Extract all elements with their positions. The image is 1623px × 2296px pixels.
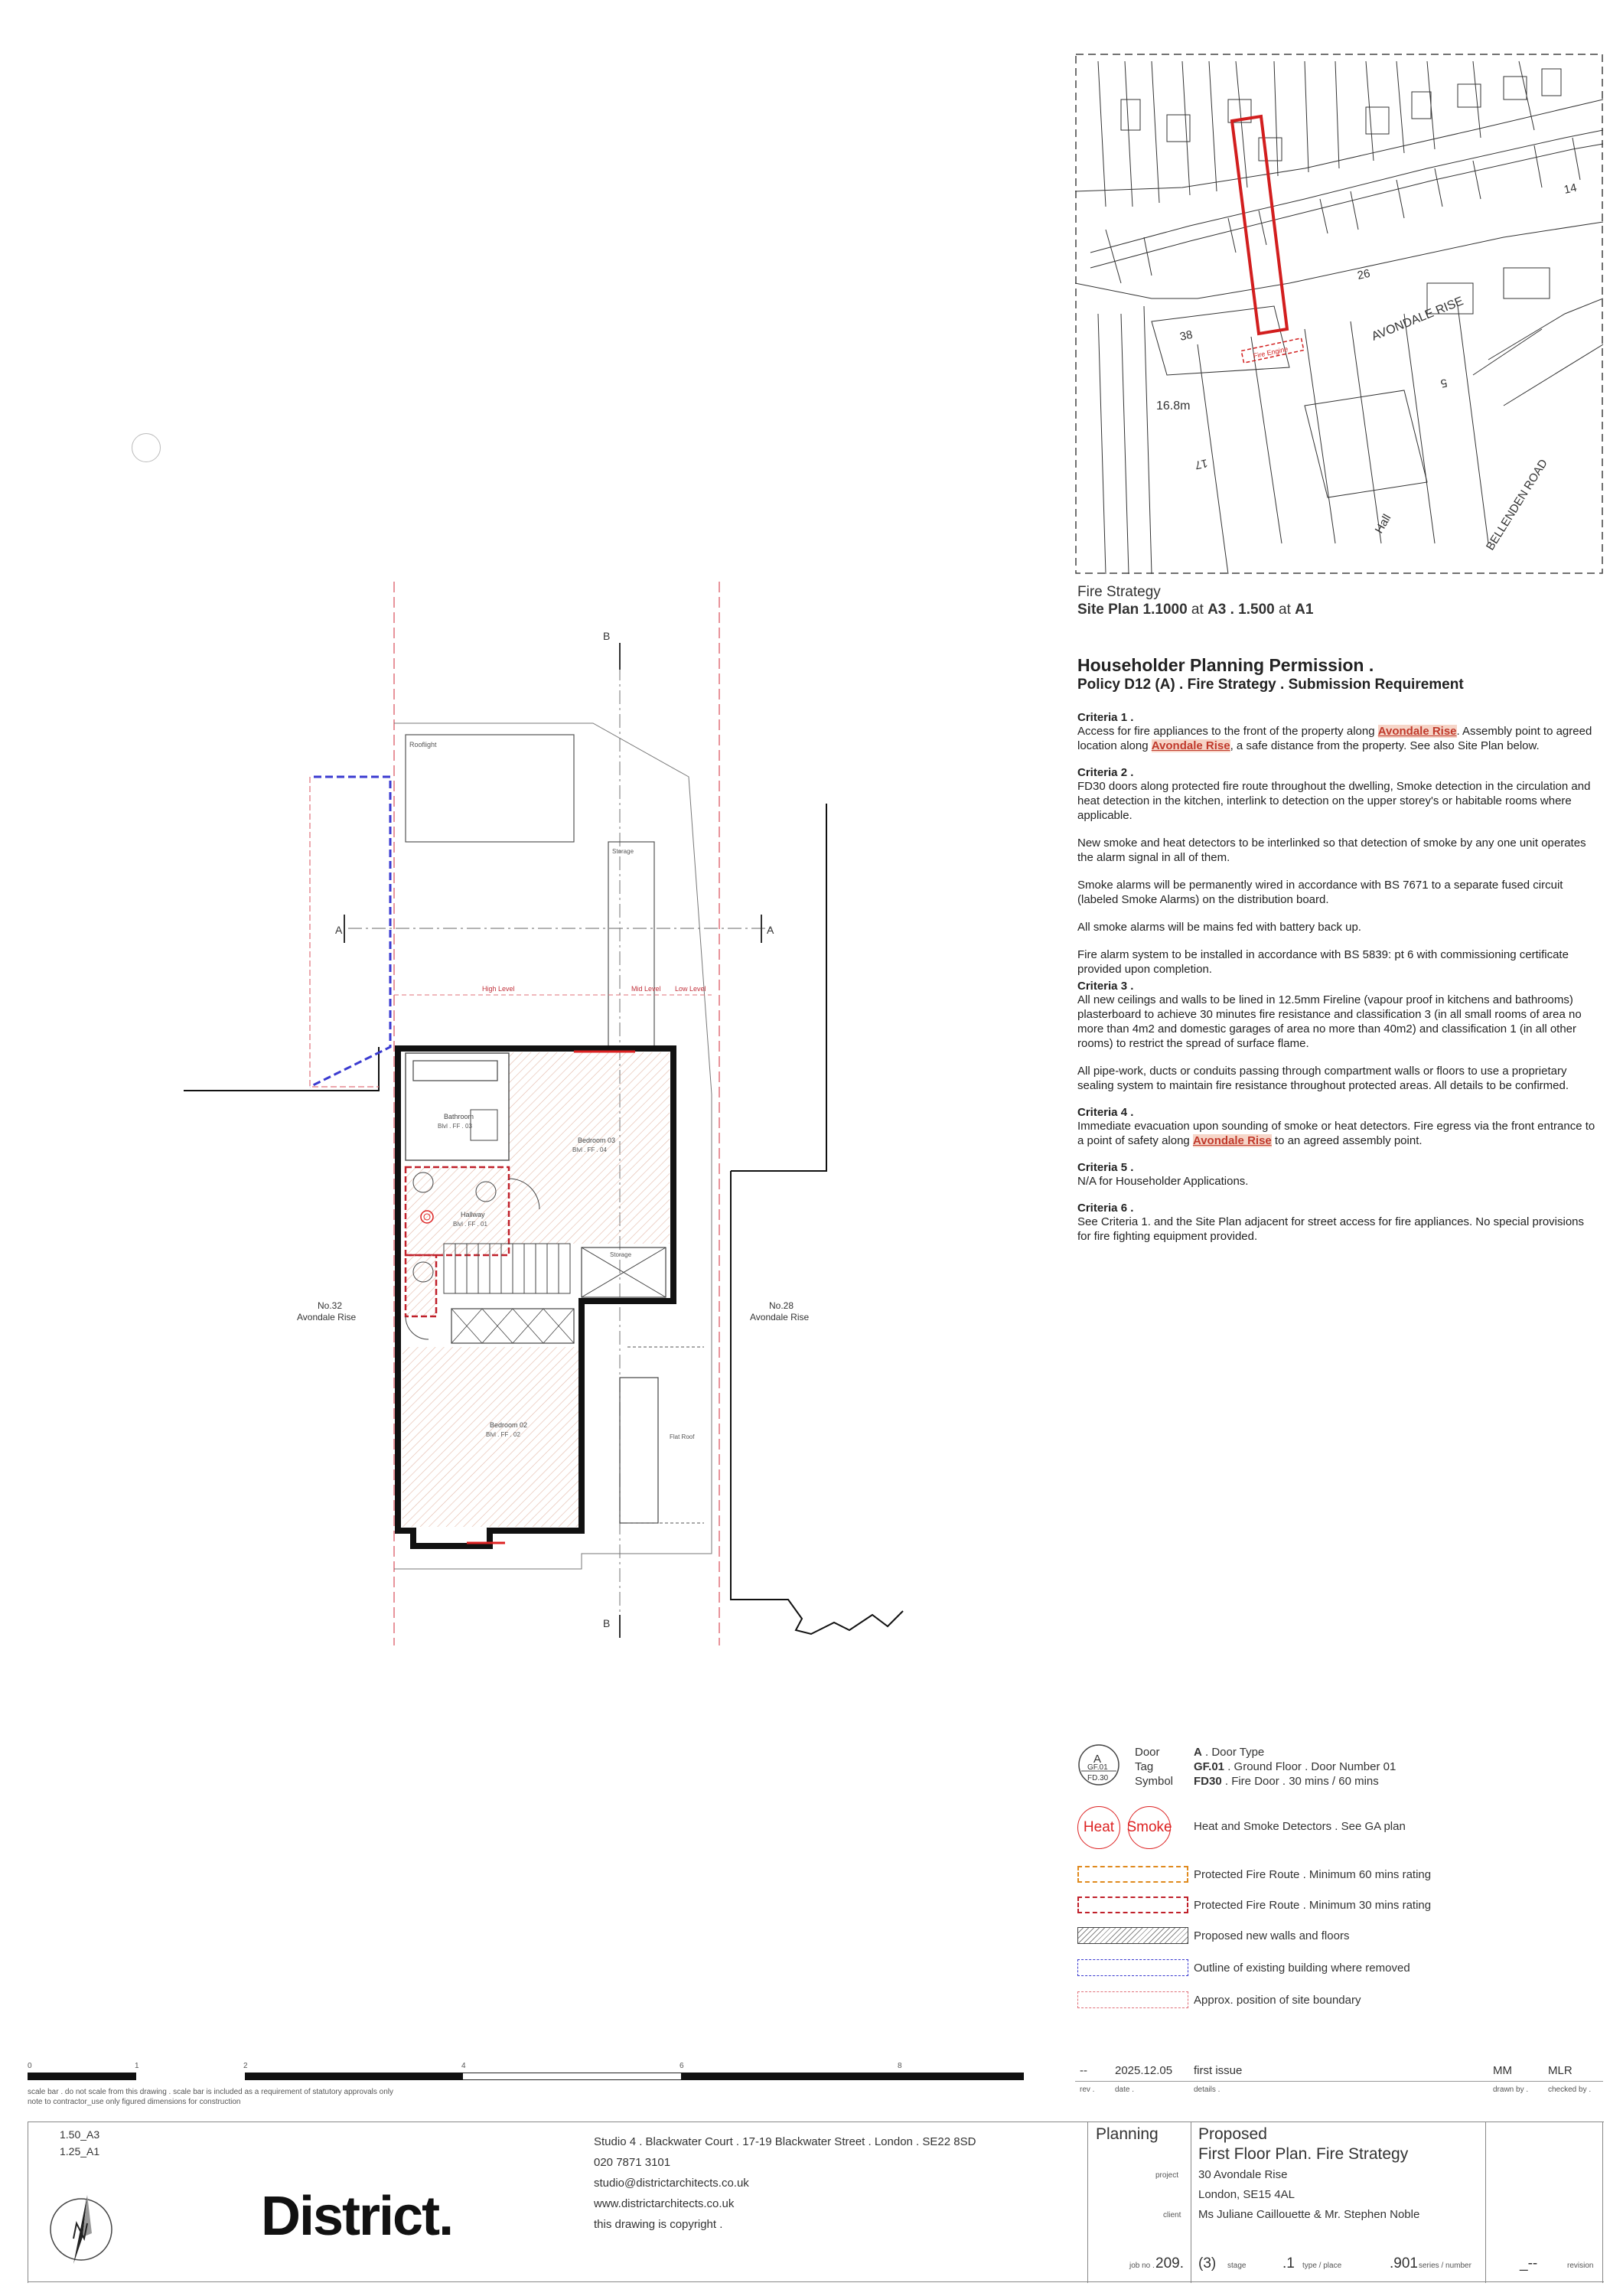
title-block <box>28 2122 1604 2282</box>
legend-text-boundary: Approx. position of site boundary <box>1194 1994 1361 2007</box>
page-subtitle: Policy D12 (A) . Fire Strategy . Submission Requirement <box>1077 677 1464 693</box>
legend-swatch-30min <box>1077 1896 1188 1913</box>
scale-note-2: note to contractor_use only figured dimensions for construction <box>28 2098 241 2106</box>
site-no17: 17 <box>1193 456 1209 472</box>
site-plan-map <box>1075 54 1603 574</box>
criteria-6-text: See Criteria 1. and the Site Plan adjacent for street access for fire appliances. No special provisions for fire fighting equipment provided. <box>1077 1215 1585 1243</box>
legend-text-removed: Outline of existing building where removed <box>1194 1962 1410 1975</box>
rev-drawn-by: MM <box>1493 2064 1512 2077</box>
criteria-2-title: Criteria 2 . <box>1077 766 1134 779</box>
job-label: job no . <box>1129 2262 1155 2270</box>
details-header: details . <box>1194 2086 1221 2094</box>
site-plan-caption-scale: Site Plan 1.1000 at A3 . 1.500 at A1 <box>1077 602 1314 618</box>
origin-marker <box>132 433 161 462</box>
legend-swatch-60min <box>1077 1866 1188 1883</box>
rooflight-label: Rooflight <box>409 741 437 748</box>
site-plan <box>1075 54 1603 574</box>
mid-level-label: Mid Level <box>631 985 661 993</box>
section-a-left: A <box>335 924 343 936</box>
criteria-4-text: Immediate evacuation upon sounding of smoke or heat detectors. Fire egress via the front entrance to a point of safety along Avondale Rise to an agreed assembly point. <box>1077 1120 1595 1147</box>
bathroom-label: Bathroom <box>444 1113 474 1120</box>
revision-label: revision <box>1567 2262 1594 2270</box>
criteria-3-p1: All new ceilings and walls to be lined in 12.5mm Fireline (vapour proof in kitchens and bathrooms) plasterboard to achieve 30 minutes fire resistance and classification 3 (in all small rooms of area no more than 4m2 and domestic garages of area no more than 40m2) and classification 1 (in all other rooms) to restrict the spread of surface flame. <box>1077 993 1582 1050</box>
rev-checked-by: MLR <box>1548 2064 1572 2077</box>
type-label: type / place <box>1302 2262 1342 2270</box>
firm-email[interactable]: studio@districtarchitects.co.uk <box>594 2177 749 2190</box>
legend-swatch-boundary <box>1077 1991 1188 2008</box>
storage-label: Storage <box>610 1251 632 1258</box>
legend-swatch-new-walls <box>1077 1927 1188 1944</box>
job-number: 209. <box>1155 2255 1184 2272</box>
detectors-text: Heat and Smoke Detectors . See GA plan <box>1194 1820 1406 1833</box>
firm-logo: District. <box>261 2186 453 2247</box>
low-level-label: Low Level <box>675 985 706 993</box>
criteria-3-title: Criteria 3 . <box>1077 980 1134 993</box>
legend-text-60min: Protected Fire Route . Minimum 60 mins rating <box>1194 1868 1432 1881</box>
project-line-2: London, SE15 4AL <box>1198 2188 1295 2201</box>
site-plan-caption <box>1077 583 1313 618</box>
high-level-label: High Level <box>482 985 515 993</box>
hallway-label: Hallway <box>461 1211 485 1218</box>
date-header: date . <box>1115 2086 1135 2094</box>
door-tag-symbol <box>1077 1743 1123 1789</box>
site-no14: 14 <box>1563 181 1579 197</box>
criteria-2-p1: FD30 doors along protected fire route throughout the dwelling, Smoke detection in the circulation and heat detection in the kitchen, interlink to detection on the upper storey's or habitable rooms where applicable. <box>1077 780 1591 822</box>
scale-tick-6: 6 <box>680 2062 684 2070</box>
checked-header: checked by . <box>1548 2086 1592 2094</box>
bedroom03-label: Bedroom 03 <box>578 1137 616 1144</box>
series-value: .901 <box>1390 2255 1418 2272</box>
site-no26: 26 <box>1356 266 1372 282</box>
site-no38: 38 <box>1178 328 1194 344</box>
door-tag-keys: Door Tag Symbol <box>1135 1746 1174 1788</box>
flat-roof-label: Flat Roof <box>670 1433 695 1440</box>
client-name: Ms Juliane Caillouette & Mr. Stephen Noble <box>1198 2208 1420 2221</box>
rev-header: rev . <box>1080 2086 1095 2094</box>
rev-value: -- <box>1080 2064 1087 2077</box>
hallway-code: Blvl . FF . 01 <box>453 1221 487 1228</box>
north-arrow-icon <box>43 2191 119 2268</box>
site-engine-label: Fire Engine <box>1252 344 1289 360</box>
scale-tick-4: 4 <box>461 2062 466 2070</box>
scale-tick-8: 8 <box>898 2062 902 2070</box>
firm-website[interactable]: www.districtarchitects.co.uk <box>594 2197 735 2210</box>
criteria-1-text: Access for fire appliances to the front of the property along Avondale Rise. Assembly point to agreed location along Avondale Rise, a safe distance from the property. See also Site Plan below. <box>1077 725 1592 752</box>
section-b-bottom: B <box>603 1617 611 1629</box>
criteria-2-p3: Smoke alarms will be permanently wired in accordance with BS 7671 to a separate fused circuit (labeled Smoke Alarms) on the distribution board. <box>1077 879 1563 906</box>
criteria-2-p2: New smoke and heat detectors to be interlinked so that detection of smoke by any one unit operates the alarm signal in all of them. <box>1077 837 1586 864</box>
floor-plan <box>184 421 949 1661</box>
smoke-detector-icon: Smoke <box>1128 1806 1171 1849</box>
scale-tick-1: 1 <box>135 2062 139 2070</box>
section-b-top: B <box>603 630 611 642</box>
bedroom02-label: Bedroom 02 <box>490 1421 528 1429</box>
door-tag-circle-b: GF.01 <box>1087 1763 1108 1772</box>
door-tag-circle-a: A <box>1093 1753 1102 1766</box>
scale-tick-0: 0 <box>28 2062 32 2070</box>
revision-table <box>1075 2064 1603 2102</box>
site-level: 16.8m <box>1156 400 1191 413</box>
client-label: client <box>1163 2211 1181 2219</box>
legend <box>1077 1743 1605 2019</box>
page-title: Householder Planning Permission . <box>1077 655 1374 675</box>
no32-label: No.32 <box>318 1300 343 1311</box>
door-tag-values: A . Door Type GF.01 . Ground Floor . Door Number 01 FD30 . Fire Door . 30 mins / 60 mins <box>1194 1746 1396 1788</box>
site-no5: 5 <box>1439 376 1449 390</box>
scale-a3: 1.50_A3 <box>60 2128 100 2141</box>
storage-upper-label: Storage <box>612 848 634 855</box>
floor-plan-drawing <box>184 421 949 1661</box>
legend-swatch-removed <box>1077 1959 1188 1976</box>
criteria-4-title: Criteria 4 . <box>1077 1106 1134 1119</box>
firm-address: Studio 4 . Blackwater Court . 17-19 Blackwater Street . London . SE22 8SD <box>594 2135 976 2148</box>
no28-street: Avondale Rise <box>750 1312 810 1322</box>
site-plan-caption-title: Fire Strategy <box>1077 584 1161 600</box>
firm-phone: 020 7871 3101 <box>594 2156 671 2169</box>
revision-value: _-- <box>1520 2255 1538 2272</box>
series-label: series / number <box>1419 2262 1471 2270</box>
criteria-1-title: Criteria 1 . <box>1077 711 1134 724</box>
project-label: project <box>1155 2171 1179 2180</box>
criteria-6-title: Criteria 6 . <box>1077 1202 1134 1215</box>
door-tag-circle-c: FD.30 <box>1087 1774 1109 1782</box>
site-road-bellenden: BELLENDEN ROAD <box>1483 457 1550 553</box>
drawing-title-2: First Floor Plan. Fire Strategy <box>1198 2145 1409 2163</box>
drawing-status: Planning <box>1096 2125 1159 2143</box>
criteria-5-title: Criteria 5 . <box>1077 1161 1134 1174</box>
criteria-2-p5: Fire alarm system to be installed in accordance with BS 5839: pt 6 with commissioning certificate provided upon completion. <box>1077 948 1569 976</box>
site-road-avondale: AVONDALE RISE <box>1370 295 1465 344</box>
firm-copyright: this drawing is copyright . <box>594 2218 723 2231</box>
scale-a1: 1.25_A1 <box>60 2145 100 2157</box>
type-value: .1 <box>1282 2255 1295 2272</box>
stage-value: (3) <box>1198 2255 1217 2272</box>
drawing-title-1: Proposed <box>1198 2125 1267 2143</box>
criteria-2-p4: All smoke alarms will be mains fed with battery back up. <box>1077 921 1361 934</box>
firm-contact <box>594 2131 976 2235</box>
rev-details: first issue <box>1194 2064 1243 2077</box>
site-hall: Hall <box>1372 512 1394 536</box>
no32-street: Avondale Rise <box>297 1312 357 1322</box>
bathroom-code: Blvl . FF . 03 <box>438 1123 472 1130</box>
heat-detector-icon: Heat <box>1077 1806 1120 1849</box>
scale-tick-2: 2 <box>243 2062 248 2070</box>
stage-label: stage <box>1227 2262 1247 2270</box>
legend-text-new-walls: Proposed new walls and floors <box>1194 1929 1350 1942</box>
no28-label: No.28 <box>769 1300 794 1311</box>
legend-text-30min: Protected Fire Route . Minimum 30 mins rating <box>1194 1899 1432 1912</box>
scale-note-1: scale bar . do not scale from this drawing . scale bar is included as a requirement of statutory approvals only <box>28 2088 394 2096</box>
scale-bar <box>28 2062 1038 2115</box>
bedroom02-code: Blvl . FF . 02 <box>486 1431 520 1438</box>
section-a-right: A <box>767 924 774 936</box>
criteria-5-text: N/A for Householder Applications. <box>1077 1175 1249 1188</box>
drawn-header: drawn by . <box>1493 2086 1529 2094</box>
rev-date: 2025.12.05 <box>1115 2064 1173 2077</box>
fire-strategy-text <box>1077 655 1598 1257</box>
project-line-1: 30 Avondale Rise <box>1198 2168 1288 2181</box>
criteria-3-p2: All pipe-work, ducts or conduits passing through compartment walls or floors to use a proprietary sealing system to maintain fire resistance throughout protected areas. All details to be confirmed. <box>1077 1065 1569 1092</box>
bedroom03-code: Blvl . FF . 04 <box>572 1146 607 1153</box>
